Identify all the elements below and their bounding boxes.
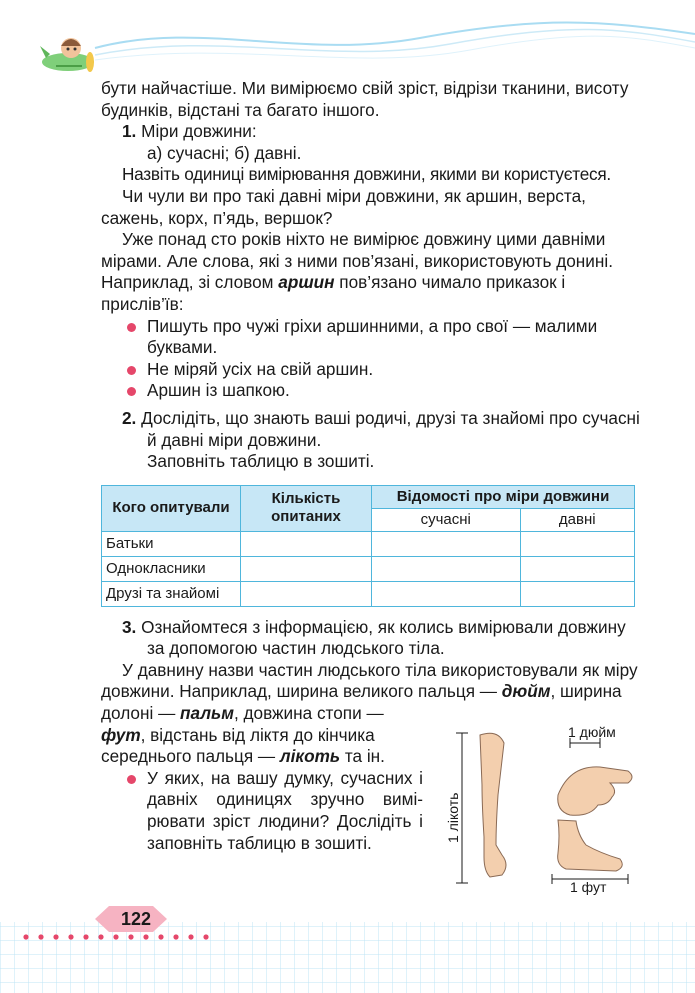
arm-icon [480, 733, 506, 877]
task1-number: 1. [122, 121, 137, 142]
label-inch: 1 дюйм [568, 725, 616, 740]
body-measures-figure [440, 725, 645, 895]
task3-paragraph [101, 617, 641, 660]
task2-paragraph [101, 408, 641, 451]
task3-text: Ознайомтеся з інформацією, як колись вимірювали довжину за допомогою частин людського тіла. [141, 616, 626, 659]
survey-table [101, 485, 635, 607]
th-count: Кількість опитаних [241, 485, 372, 531]
label-cubit: 1 лікоть [445, 792, 461, 843]
table-row [102, 581, 635, 606]
page-number: 122 [120, 909, 152, 929]
task1-heading [101, 121, 641, 143]
task2-text: Дослідіть, що знають ваші родичі, друзі та знайомі про сучасні й давні міри довжини. [141, 407, 640, 450]
proverb-list [101, 316, 641, 402]
term-palm: пальм [180, 703, 234, 724]
label-foot: 1 фут [570, 879, 607, 895]
row-label: Однокласники [102, 556, 241, 581]
th-modern: сучасні [372, 508, 521, 531]
th-info: Відомості про міри довжини [372, 485, 635, 508]
hand-icon [558, 767, 632, 815]
table-row [102, 531, 635, 556]
row-label: Друзі та знайомі [102, 581, 241, 606]
task1-text-a: Уже понад сто років ніхто не вимірює довжину цими давніми мірами. Але слова, які з ними пов’язані, використовують донині. Наприклад, зі словом [101, 229, 613, 293]
t3-c: , довжина стопи — [233, 703, 384, 724]
term-cubit: лікоть [279, 746, 341, 767]
proverb-item: Не міряй усіх на свій аршин. [101, 359, 641, 381]
bold-word-arshin: аршин [278, 272, 335, 293]
task1-question: Чи чули ви про такі давні міри довжини, як аршин, верста, сажень, корх, п’ядь, вершок? [101, 185, 586, 228]
task1-instruction: Назвіть одиниці вимірювання довжини, якими ви користуєтеся. [122, 164, 611, 185]
t3-b: , ширина долоні — [101, 681, 622, 724]
th-ancient: давні [520, 508, 634, 531]
task2-instruction: Заповніть таблицю в зошиті. [147, 451, 375, 472]
intro-paragraph: бути найчастіше. Ми вимірюємо свій зріст, відрізи тканини, висоту будинків, відстані та багато іншого. [101, 78, 629, 120]
table-row [102, 556, 635, 581]
term-foot: фут [101, 724, 141, 745]
proverb-item: Пишуть про чужі гріхи аршинними, а про свої — малими буквами. [101, 316, 641, 359]
th-who: Кого опитували [102, 485, 241, 531]
plane-mascot-icon [38, 28, 100, 78]
t3-d: , відстань від ліктя до кінчика середнього пальця — [101, 724, 375, 767]
foot-icon [558, 820, 623, 871]
proverb-item: Аршин із шапкою. [101, 380, 641, 402]
task3-bullet: У яких, на вашу думку, сучасних і давніх одиницях зручно вимірювати зріст людини? Дослідіть і заповніть таблицю в зошиті. [101, 768, 423, 854]
t3-a: У давнину назви частин людського тіла використовували як міру довжини. Наприклад, ширина великого пальця — [101, 659, 638, 702]
header-wave-decoration [0, 0, 695, 80]
task2-number: 2. [122, 407, 137, 428]
task1-options: а) сучасні; б) давні. [147, 142, 302, 163]
task1-text-b: пов’язано чимало приказок і прислів’їв: [101, 272, 566, 314]
task3-number: 3. [122, 616, 137, 637]
term-inch: дюйм [501, 681, 551, 702]
task3-info [101, 660, 641, 725]
t3-e: та ін. [340, 746, 385, 767]
task1-paragraph [101, 229, 641, 315]
task3-info-cont [101, 725, 423, 768]
row-label: Батьки [102, 531, 241, 556]
task1-title: Міри довжини: [141, 121, 257, 142]
